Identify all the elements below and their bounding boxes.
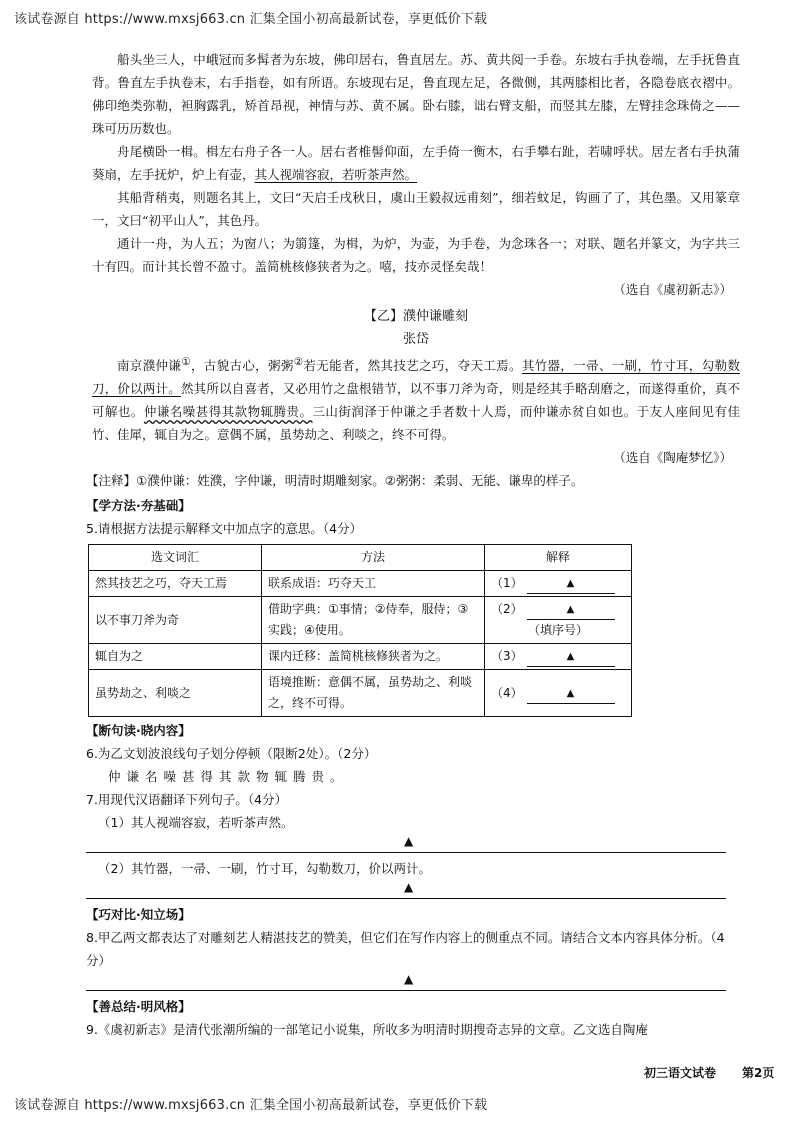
answer-blank-3[interactable] (527, 652, 615, 667)
answer-marker-icon: ▲ (566, 651, 575, 663)
watermark-bottom: 该试卷源自 https://www.mxsj663.cn 汇集全国小初高最新试卷，享更低价下载 (14, 1098, 488, 1113)
table-row (89, 571, 632, 597)
answer-marker-icon: ▲ (404, 880, 414, 895)
answer-blank-2[interactable] (527, 605, 615, 620)
answer-label-3: （3） (491, 649, 523, 664)
passage-a-underlined-sentence: 其人视端容寂，若听茶声然。 (254, 167, 418, 182)
q5-answer-1[interactable] (485, 571, 632, 597)
passage-b-source: （选自《陶庵梦忆》） (613, 450, 732, 466)
passage-b-paragraph (92, 351, 740, 446)
q7-answer-line-2[interactable] (86, 882, 726, 899)
answer-label-2: （2） (491, 602, 523, 617)
answer-blank-4[interactable] (527, 689, 615, 704)
q5-method-3: 课内迁移：盖简桃核修狭者为之。 (262, 644, 485, 670)
q5-prompt: 5.请根据方法提示解释文中加点字的意思。（4分） (86, 521, 363, 537)
passage-b-wavy-sentence: 仲谦名噪甚得其款物辄腾贵。 (143, 404, 313, 420)
q7-sentence-2: （2）其竹器，一帚、一刷，竹寸耳，勾勒数刀，价以两计。 (98, 861, 431, 877)
section-heading-2: 【断句读·晓内容】 (86, 723, 191, 739)
header-method: 方法 (262, 545, 485, 571)
answer-marker-icon: ▲ (404, 972, 414, 987)
table-row (89, 644, 632, 670)
table-row (89, 597, 632, 644)
answer-marker-icon: ▲ (566, 578, 575, 590)
header-word: 选文词汇 (89, 545, 262, 571)
q5-answer-3[interactable] (485, 644, 632, 670)
footer-title: 初三语文试卷 (644, 1066, 717, 1080)
passage-a-paragraph-2 (92, 140, 740, 186)
answer-marker-icon: ▲ (566, 604, 575, 616)
note-ref-2: ② (293, 356, 304, 368)
passage-b-text-3: 若无能者，然其技艺之巧，夺天工焉。 (303, 358, 522, 374)
answer-label-4: （4） (491, 685, 523, 700)
q7-answer-line-1[interactable] (86, 836, 726, 853)
q5-method-4: 语境推断：意偶不属，虽势劫之、利啖之，终不可得。 (262, 670, 485, 717)
q5-word-3: 辄自为之 (89, 644, 262, 670)
q7-sentence-1: （1）其人视端容寂，若听茶声然。 (98, 815, 294, 831)
passage-b-text-1: 南京濮仲谦 (117, 358, 182, 374)
passage-a-paragraph-4: 通计一舟，为人五；为窗八；为篛篷，为楫，为炉，为壶，为手卷，为念珠各一；对联、题名并篆文，为字共三十有四。而计其长曾不盈寸。盖简桃核修狭者为之。嘻，技亦灵怪矣哉！ (92, 236, 740, 274)
table-row (89, 670, 632, 717)
q5-word-2: 以不事刀斧为奇 (89, 597, 262, 644)
q8-answer-line[interactable] (86, 974, 726, 991)
q5-word-4: 虽势劫之、利啖之 (89, 670, 262, 717)
answer-hint: （填序号） (527, 623, 588, 638)
watermark-top: 该试卷源自 https://www.mxsj663.cn 汇集全国小初高最新试卷，享更低价下载 (14, 12, 488, 27)
notes: 【注释】①濮仲谦：姓濮，字仲谦，明清时期雕刻家。②粥粥：柔弱、无能、谦卑的样子。 (86, 473, 584, 489)
passage-a-paragraph-3: 其船背稍夷，则题名其上，文曰“天启壬戌秋日，虞山王毅叔远甫刻”，细若蚊足，钩画了了，其色墨。又用篆章一，文曰“初平山人”，其色丹。 (92, 190, 740, 228)
answer-label-1: （1） (491, 576, 523, 591)
q8-prompt: 8.甲乙两文都表达了对雕刻艺人精湛技艺的赞美，但它们在写作内容上的侧重点不同。请结合文本内容具体分析。（4分） (86, 930, 725, 969)
q5-method-2: 借助字典：①事情；②侍奉，服侍；③实践；④使用。 (262, 597, 485, 644)
note-ref-1: ① (181, 356, 191, 368)
passage-a-paragraph-1: 船头坐三人，中峨冠而多髯者为东坡，佛印居右，鲁直居左。苏、黄共阅一手卷。东坡右手执卷端，左手抚鲁直背。鲁直左手执卷末，右手指卷，如有所语。东坡现右足，鲁直现左足，各微侧，其两膝相比者，各隐卷底衣褶中。佛印绝类弥勒，袒胸露乳，矫首昂视，神情与苏、黄不属。卧右膝，诎右臂支船，而竖其左膝，左臂挂念珠倚之——珠可历历数也。 (92, 52, 740, 136)
passage-b-title: 【乙】濮仲谦雕刻 (363, 309, 468, 324)
q6-sentence: 仲谦名噪甚得其款物辄腾贵。 (108, 769, 349, 785)
passage-a-p2-text: 舟尾横卧一楫。楫左右舟子各一人。居右者椎髻仰面，左手倚一衡木，右手攀右趾，若啸呼状。居左者右手执蒲葵扇，左手抚炉，炉上有壶， (92, 144, 740, 182)
q7-prompt: 7.用现代汉语翻译下列句子。（4分） (86, 792, 288, 808)
answer-blank-1[interactable] (527, 579, 615, 594)
passage-b-underlined-sentence: 其竹器，一帚、一刷，竹寸耳，勾勒数刀，价以两计。 (92, 358, 740, 397)
passage-b-text-4: 然其所以自喜者，又必用竹之盘根错节，以不事刀斧为奇，则是经其手略刮磨之，而遂得重价，真不可解也。 (92, 381, 740, 420)
q5-answer-4[interactable] (485, 670, 632, 717)
answer-marker-icon: ▲ (566, 687, 575, 699)
q9-prompt: 9.《虞初新志》是清代张潮所编的一部笔记小说集，所收多为明清时期搜奇志异的文章。乙文选自陶庵 (86, 1022, 648, 1038)
q5-table (88, 544, 632, 717)
answer-marker-icon: ▲ (404, 834, 414, 849)
page-footer (644, 1064, 774, 1081)
header-answer: 解释 (485, 545, 632, 571)
q6-prompt: 6.为乙文划波浪线句子划分停顿（限断2处）。（2分） (86, 746, 377, 762)
q5-table-header (89, 545, 632, 571)
passage-b-text-2: ，古貌古心，粥粥 (190, 358, 294, 374)
passage-a-source: （选自《虞初新志》） (613, 282, 732, 297)
section-heading-4: 【善总结·明风格】 (86, 999, 191, 1015)
q5-word-1: 然其技艺之巧，夺天工焉 (89, 571, 262, 597)
q5-answer-2[interactable] (485, 597, 632, 644)
q5-method-1: 联系成语：巧夺天工 (262, 571, 485, 597)
section-heading-1: 【学方法·夯基础】 (86, 498, 191, 514)
page-number: 第2页 (742, 1066, 775, 1080)
page-content (86, 48, 740, 1041)
passage-b-author: 张岱 (402, 332, 429, 347)
passage-b-text-5: 三山街润泽于仲谦之手者数十人焉，而仲谦赤贫自如也。于友人座间见有佳竹、佳犀，辄自为之。意偶不属，虽势劫之、利啖之，终不可得。 (92, 404, 740, 443)
section-heading-3: 【巧对比·知立场】 (86, 907, 191, 923)
